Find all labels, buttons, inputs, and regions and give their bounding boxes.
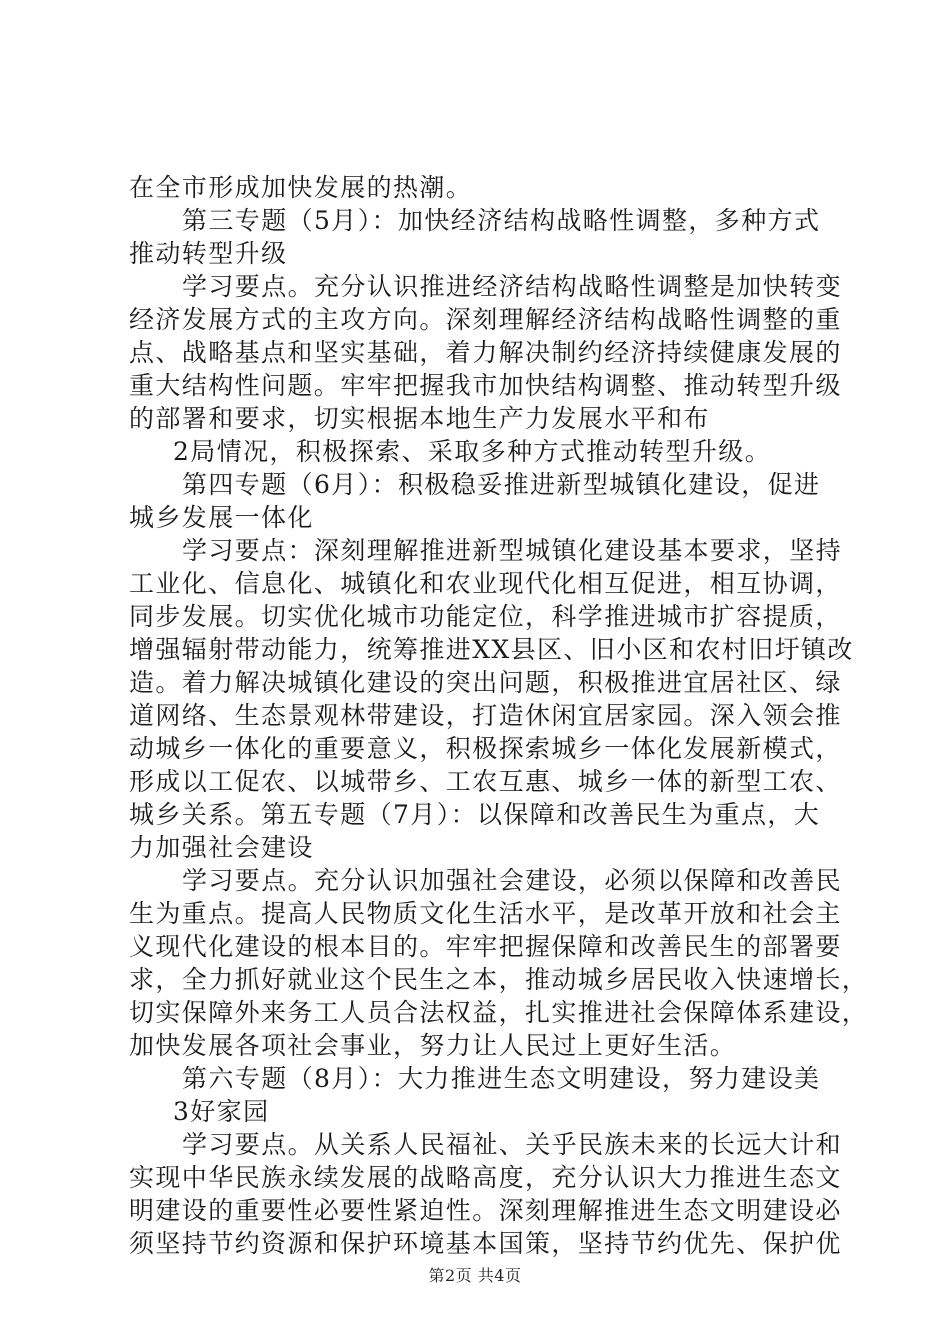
text-line: 造。着力解决城镇化建设的突出问题，积极推进宜居社区、绿 [129,668,842,697]
page-footer: 第2页 共4页 [428,1266,522,1285]
text-line: 切实保障外来务工人员合法权益，扎实推进社会保障体系建设， [129,998,869,1027]
text-line: 的部署和要求，切实根据本地生产力发展水平和布 [129,404,710,433]
text-line: 重大结构性问题。牢牢把握我市加快结构调整、推动转型升级 [129,371,842,400]
text-line: 加快发展各项社会事业，努力让人民过上更好生活。 [129,1031,737,1060]
text-line: 同步发展。切实优化城市功能定位，科学推进城市扩容提质， [129,602,842,631]
text-line: 学习要点：深刻理解推进新型城镇化建设基本要求，坚持 [182,536,843,565]
section-heading: 力加强社会建设 [129,833,314,862]
text-line: 学习要点。充分认识推进经济结构战略性调整是加快转变 [182,272,843,301]
section-heading: 第三专题（5月）：加快经济结构战略性调整，多种方式 [182,206,821,235]
section-heading: 第六专题（8月）：大力推进生态文明建设，努力建设美 [182,1064,821,1093]
section-heading: 推动转型升级 [129,239,288,268]
text-line: 明建设的重要性必要性紧迫性。深刻理解推进生态文明建设必 [129,1196,842,1225]
text-line: 道网络、生态景观林带建设，打造休闲宜居家园。深入领会推 [129,701,842,730]
text-line: 工业化、信息化、城镇化和农业现代化相互促进，相互协调， [129,569,842,598]
text-line: 生为重点。提高人民物质文化生活水平，是改革开放和社会主 [129,899,842,928]
section-heading: 第四专题（6月）：积极稳妥推进新型城镇化建设，促进 [182,470,821,499]
section-heading: 3好家园 [173,1097,270,1126]
text-line: 形成以工促农、以城带乡、工农互惠、城乡一体的新型工农、 [129,767,842,796]
text-line: 学习要点。充分认识加强社会建设，必须以保障和改善民 [182,866,843,895]
text-line: 须坚持节约资源和保护环境基本国策，坚持节约优先、保护优 [129,1229,842,1258]
section-heading: 城乡发展一体化 [129,503,314,532]
text-line: 在全市形成加快发展的热潮。 [129,173,473,202]
text-line: 经济发展方式的主攻方向。深刻理解经济结构战略性调整的重 [129,305,842,334]
text-line: 求，全力抓好就业这个民生之本，推动城乡居民收入快速增长， [129,965,869,994]
text-line: 2局情况，积极探索、采取多种方式推动转型升级。 [173,437,772,466]
text-line: 义现代化建设的根本目的。牢牢把握保障和改善民生的部署要 [129,932,842,961]
text-line: 增强辐射带动能力，统筹推进XX县区、旧小区和农村旧圩镇改 [129,635,854,664]
text-line: 点、战略基点和坚实基础，着力解决制约经济持续健康发展的 [129,338,842,367]
text-line: 学习要点。从关系人民福祉、关乎民族未来的长远大计和 [182,1130,843,1159]
text-line: 动城乡一体化的重要意义，积极探索城乡一体化发展新模式， [129,734,842,763]
text-line: 城乡关系。第五专题（7月）：以保障和改善民生为重点，大 [129,800,821,829]
text-line: 实现中华民族永续发展的战略高度，充分认识大力推进生态文 [129,1163,842,1192]
